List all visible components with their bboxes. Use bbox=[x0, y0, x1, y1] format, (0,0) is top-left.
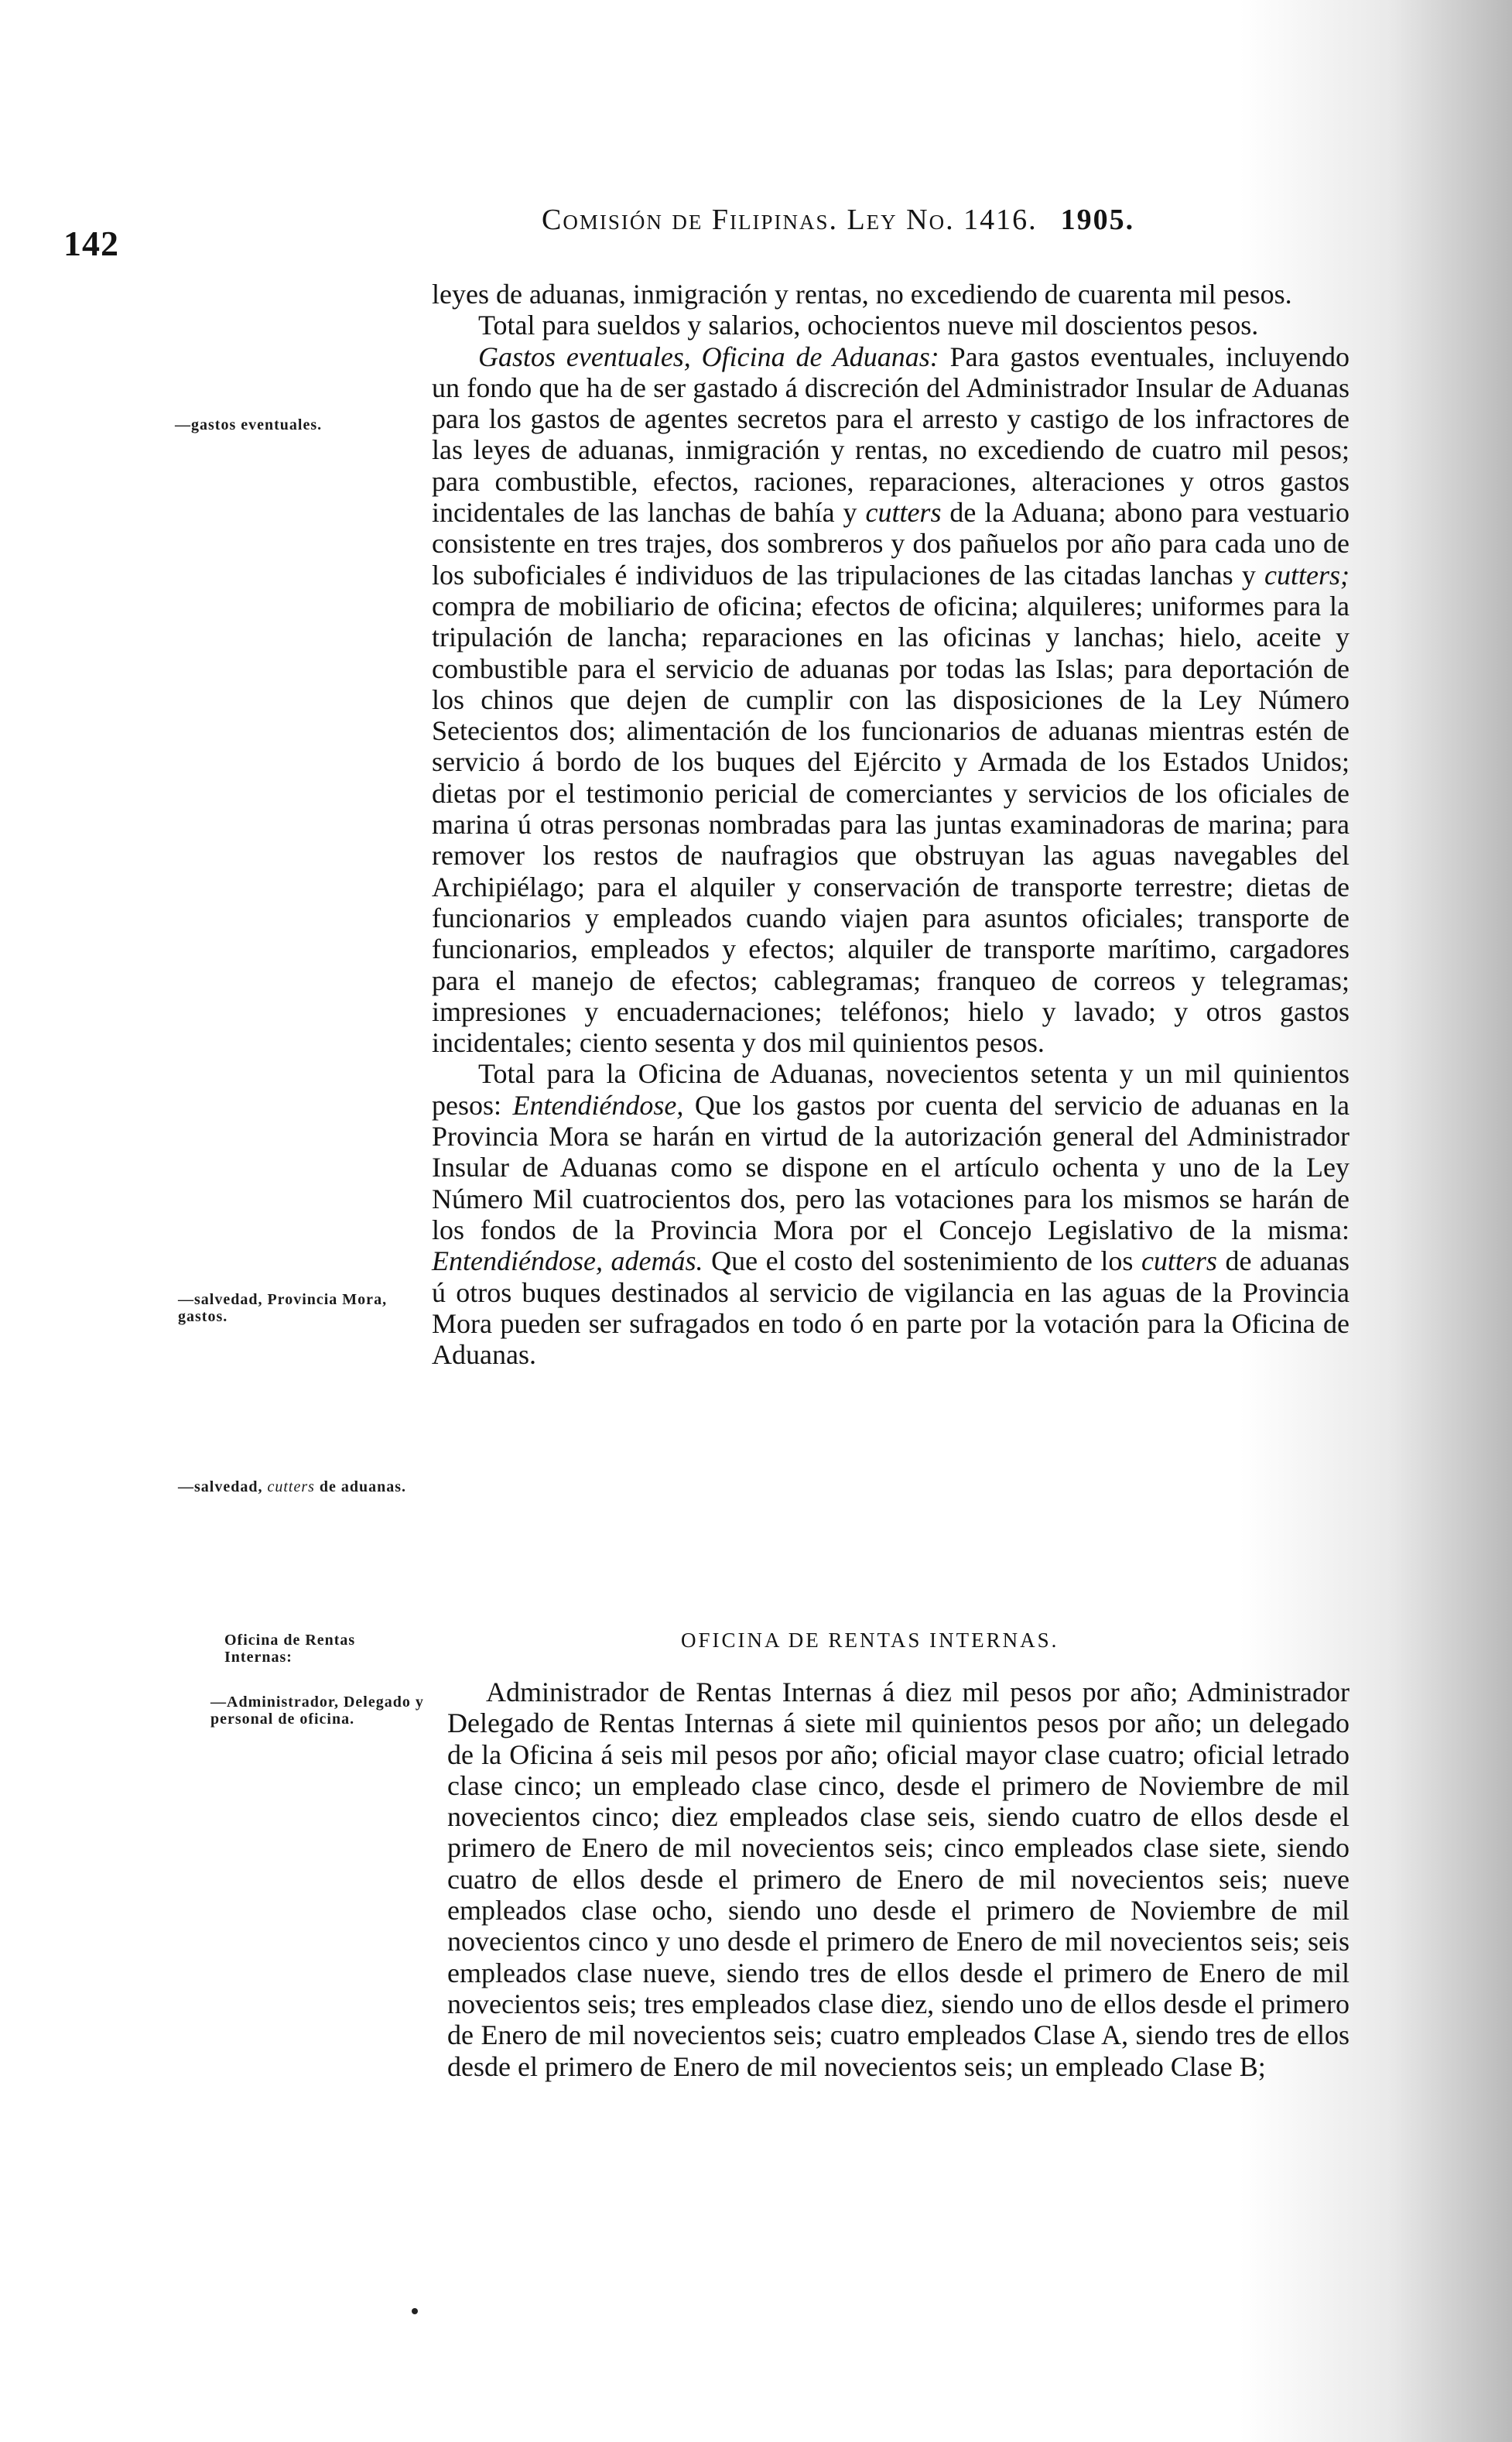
margin-note-de-aduanas: de aduanas. bbox=[319, 1478, 407, 1495]
cutters-term-3: cutters bbox=[1141, 1245, 1217, 1277]
page-number: 142 bbox=[63, 224, 119, 263]
total-aduanas-body-3: Que el costo del sostenimiento de los bbox=[703, 1245, 1141, 1277]
running-head-title: Comisión de Filipinas. Ley No. 1416. bbox=[542, 204, 1038, 236]
paragraph-total-sueldos: Total para sueldos y salarios, ochocientos nueve mil doscientos pesos. bbox=[478, 310, 1259, 341]
paragraph-gastos-eventuales bbox=[432, 341, 1350, 1059]
section-rentas-text bbox=[447, 1677, 1350, 2082]
entendiendose-ademas-lead: Entendiéndose, además. bbox=[432, 1245, 703, 1277]
gastos-eventuales-lead: Gastos eventuales, Oficina de Aduanas: bbox=[478, 341, 939, 372]
running-head bbox=[542, 203, 1134, 237]
paragraph-leyes: leyes de aduanas, inmigración y rentas, no excediendo de cuarenta mil pesos. bbox=[432, 279, 1292, 310]
margin-note-salvedad-label: —salvedad, bbox=[178, 1478, 263, 1495]
gastos-eventuales-body-3: compra de mobiliario de oficina; efectos de oficina; alquileres; uniformes para la tripulación de lancha; reparaciones en las oficinas y lanchas; hielo, aceite y combustible para el servicio de aduanas por todas las Islas; para deportación de los chinos que dejen de cumplir con las disposiciones de la Ley Número Setecientos dos; alimentación de los funcionarios de aduanas mientras estén de servicio á bordo de los buques del Ejército y Armada de los Estados Unidos; dietas por el testimonio pericial de comerciantes y servicios de los oficiales de marina ú otras personas nombradas para las juntas examinadoras de marina; para remover los restos de naufragios que obstruyan las aguas navegables del Archipiélago; para el alquiler y conservación de transporte terrestre; dietas de funcionarios y empleados cuando viajen para asuntos oficiales; transporte de funcionarios, empleados y efectos; alquiler de transporte marítimo, cargadores para el manejo de efectos; cablegramas; franqueo de correos y telegramas; impresiones y encuadernaciones; teléfonos; hielo y lavado; y otros gastos incidentales; ciento sesenta y dos mil quinientos pesos. bbox=[432, 590, 1350, 1059]
margin-note-gastos: —gastos eventuales. bbox=[175, 416, 323, 433]
paragraph-administrador: Administrador de Rentas Internas á diez mil pesos por año; Administrador Delegado de Rentas Internas á siete mil quinientos pesos por año; un delegado de la Oficina á seis mil pesos por año; oficial mayor clase cuatro; oficial letrado clase cinco; un empleado clase cinco, desde el primero de Noviembre de mil novecientos cinco; diez empleados clase seis, siendo cuatro de ellos desde el primero de Enero de mil novecientos seis; cinco empleados clase siete, siendo cuatro de ellos desde el primero de Enero de mil novecientos seis; nueve empleados clase ocho, siendo uno desde el primero de Noviembre de mil novecientos cinco y uno desde el primero de Enero de mil novecientos seis; seis empleados clase nueve, siendo tres de ellos desde el primero de Enero de mil novecientos seis; tres empleados clase diez, siendo uno de ellos desde el primero de Enero de mil novecientos seis; cuatro empleados Clase A, siendo tres de ellos desde el primero de Enero de mil novecientos seis; un empleado Clase B; bbox=[447, 1677, 1350, 2082]
ink-speck bbox=[412, 2308, 418, 2314]
margin-note-salvedad-provincia: —salvedad, Provincia Mora, gastos. bbox=[178, 1291, 388, 1325]
entendiendose-lead: Entendiéndose, bbox=[512, 1089, 684, 1121]
cutters-term-1: cutters bbox=[865, 497, 942, 529]
total-aduanas-body: Total para la Oficina de Aduanas, novecientos setenta y un mil quinientos pesos: bbox=[432, 1058, 1350, 1121]
paragraph-total-aduanas bbox=[432, 1058, 1350, 1370]
gastos-eventuales-body-2: de la Aduana; abono para vestuario consistente en tres trajes, dos sombreros y dos pañuelos por año para cada uno de los suboficiales é individuos de las tripulaciones de las citadas lanchas y bbox=[432, 497, 1350, 591]
section-aduanas-text bbox=[432, 279, 1350, 1370]
total-aduanas-body-4: de aduanas ú otros buques destinados al servicio de vigilancia en las aguas de la Provincia Mora pueden ser sufragados en todo ó en parte por la votación para la Oficina de Aduanas. bbox=[432, 1245, 1350, 1371]
margin-note-cutters-word: cutters bbox=[267, 1478, 315, 1495]
section-heading-rentas: OFICINA DE RENTAS INTERNAS. bbox=[681, 1629, 1059, 1652]
margin-note-oficina-rentas: Oficina de Rentas Internas: bbox=[224, 1632, 356, 1666]
cutters-term-2: cutters; bbox=[1264, 559, 1350, 591]
margin-note-salvedad-cutters bbox=[178, 1478, 418, 1495]
total-aduanas-body-2: Que los gastos por cuenta del servicio de aduanas en la Provincia Mora se harán en virtud de la autorización general del Administrador Insular de Aduanas como se dispone en el artículo ochenta y uno de la Ley Número Mil cuatrocientos dos, pero las votaciones para los mismos se harán de los fondos de la Provincia Mora por el Concejo Legislativo de la misma: bbox=[432, 1089, 1350, 1245]
gastos-eventuales-body: Para gastos eventuales, incluyendo un fondo que ha de ser gastado á discreción del Administrador Insular de Aduanas para los gastos de agentes secretos para el arresto y castigo de los infractores de las leyes de aduanas, inmigración y rentas, no excediendo de cuatro mil pesos; para combustible, efectos, raciones, reparaciones, alteraciones y otros gastos incidentales de las lanchas de bahía y bbox=[432, 341, 1350, 529]
running-head-year: 1905. bbox=[1060, 204, 1135, 236]
margin-note-administrador: —Administrador, Delegado y personal de oficina. bbox=[210, 1694, 424, 1728]
